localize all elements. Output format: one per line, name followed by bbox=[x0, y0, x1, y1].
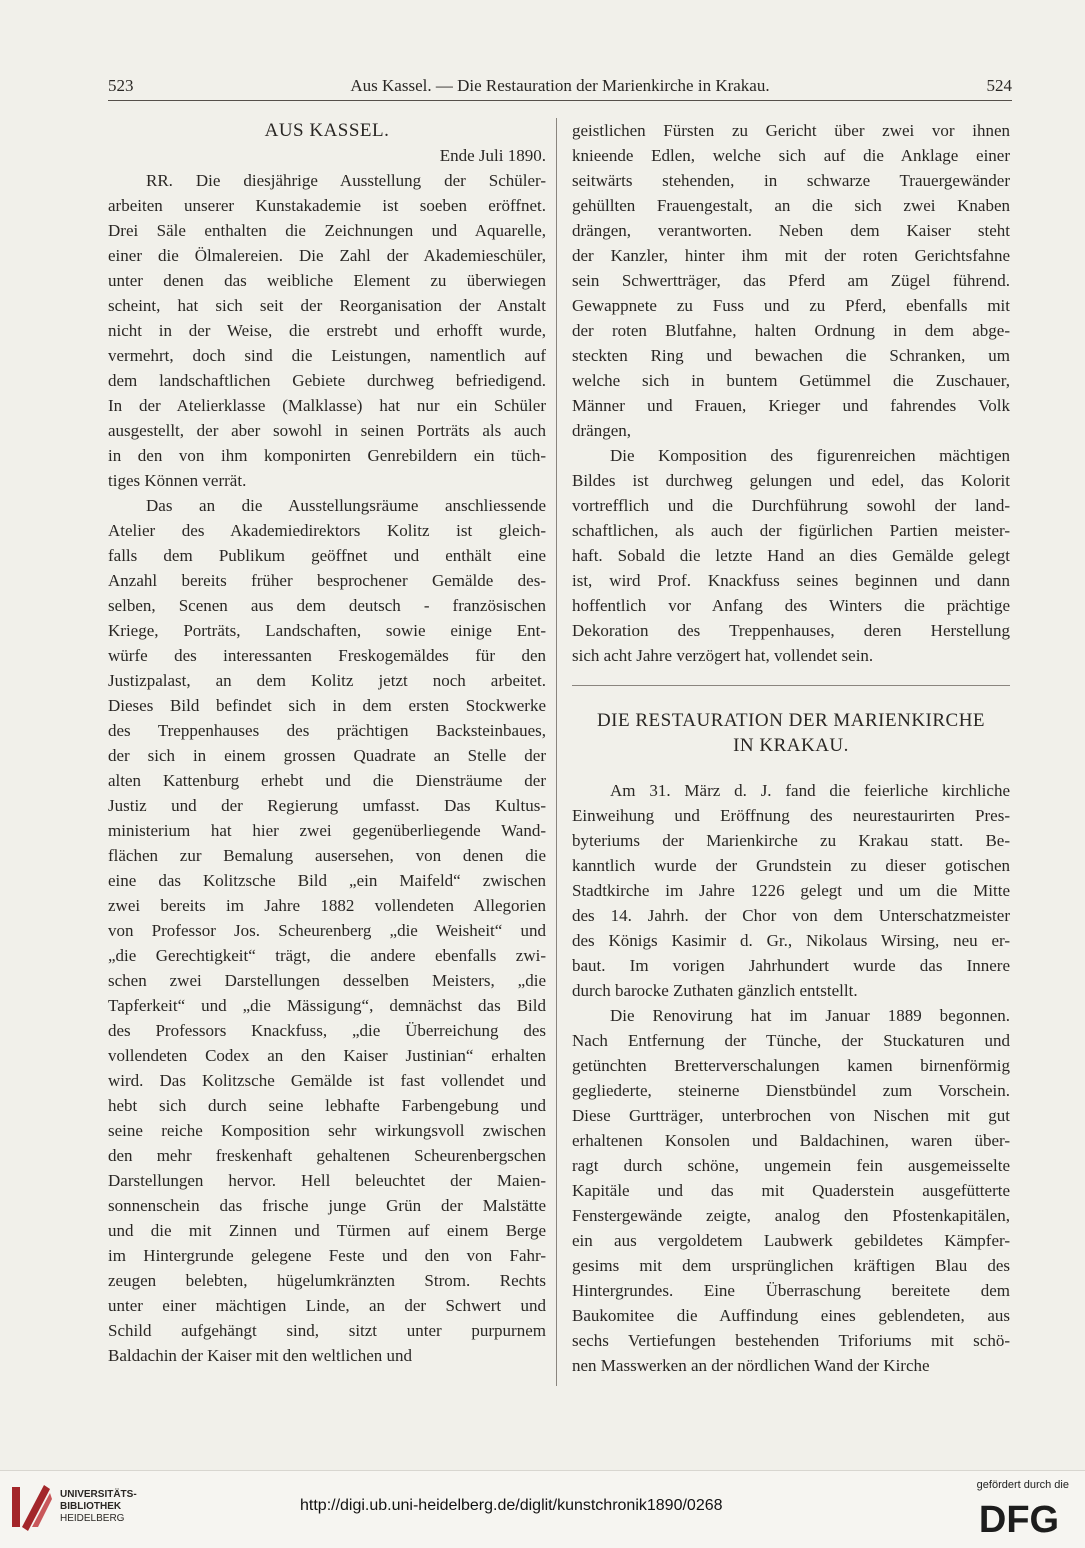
funded-by-label: gefördert durch die bbox=[976, 1479, 1069, 1491]
text-line: schaftlichen, als auch der figürlichen Partien meister- bbox=[572, 521, 1010, 540]
text-line: „die Gerechtigkeit“ trägt, die andere ebenfalls zwi- bbox=[108, 946, 546, 965]
text-line: drängen, bbox=[572, 421, 632, 440]
text-line: Fenstergewände zeigte, analog den Pfostenkapitälen, bbox=[572, 1206, 1010, 1225]
text-line: Baukomitee die Auffindung eines geblendeten, aus bbox=[572, 1306, 1010, 1325]
text-line: RR. Die diesjährige Ausstellung der Schüler- bbox=[146, 171, 546, 190]
text-line: baut. Im vorigen Jahrhundert wurde das Innere bbox=[572, 956, 1010, 975]
text-line: falls dem Publikum geöffnet und enthält eine bbox=[108, 546, 546, 565]
text-line: des Treppenhauses des prächtigen Backsteinbaues, bbox=[108, 721, 546, 740]
university-library-logo-icon bbox=[10, 1481, 54, 1531]
text-line: sein Schwertträger, das Pferd am Zügel führend. bbox=[572, 271, 1010, 290]
text-line: gehüllten Frauengestalt, an die sich zwei Knaben bbox=[572, 196, 1010, 215]
text-line: Dieses Bild befindet sich in dem ersten Stockwerke bbox=[108, 696, 546, 715]
text-line: zeugen belebten, hügelumkränzten Strom. Rechts bbox=[108, 1271, 546, 1290]
right-column bbox=[572, 118, 1010, 1378]
text-line: Dekoration des Treppenhauses, deren Herstellung bbox=[572, 621, 1010, 640]
page-number-right: 524 bbox=[986, 76, 1012, 95]
article-title-krakau-line1: DIE RESTAURATION DER MARIENKIRCHE bbox=[596, 710, 986, 731]
text-line: tiges Können verrät. bbox=[108, 471, 247, 490]
text-line: einer die Ölmalereien. Die Zahl der Akademieschüler, bbox=[108, 246, 546, 265]
text-line: Justizpalast, an dem Kolitz jetzt noch arbeitet. bbox=[108, 671, 546, 690]
text-line: Bildes ist durchweg gelungen und edel, das Kolorit bbox=[572, 471, 1010, 490]
text-line: Darstellungen hervor. Hell beleuchtet der Maien- bbox=[108, 1171, 546, 1190]
text-line: zwei bereits im Jahre 1882 vollendeten Allegorien bbox=[108, 896, 546, 915]
permalink-url[interactable]: http://digi.ub.uni-heidelberg.de/diglit/kunstchronik1890/0268 bbox=[300, 1497, 723, 1514]
text-line: hebt sich durch seine lebhafte Farbengebung und bbox=[108, 1096, 546, 1115]
text-line: kanntlich wurde der Grundstein zu dieser gotischen bbox=[572, 856, 1010, 875]
text-line: flächen zur Bemalung ausersehen, von denen die bbox=[108, 846, 546, 865]
text-line: ausgestellt, der aber sowohl in seinen Porträts als auch bbox=[108, 421, 546, 440]
library-name bbox=[60, 1489, 137, 1525]
text-line: getünchten Bretterverschalungen kamen birnenförmig bbox=[572, 1056, 1010, 1075]
text-line: drängen, verantworten. Neben dem Kaiser steht bbox=[572, 221, 1010, 240]
text-line: Diese Gurtträger, unterbrochen von Nischen mit gut bbox=[572, 1106, 1010, 1125]
text-line: nicht in der Weise, die erstrebt und erhofft wurde, bbox=[108, 321, 546, 340]
text-line: Einweihung und Eröffnung des neurestaurirten Pres- bbox=[572, 806, 1010, 825]
text-line: Drei Säle enthalten die Zeichnungen und Aquarelle, bbox=[108, 221, 546, 240]
text-line: welche sich in buntem Getümmel die Zuschauer, bbox=[572, 371, 1010, 390]
text-line: ein aus vergoldetem Laubwerk gebildetes Kämpfer- bbox=[572, 1231, 1010, 1250]
dfg-logo-text: DFG bbox=[978, 1499, 1060, 1537]
left-column-body bbox=[108, 168, 546, 1368]
text-line: Tapferkeit“ und „die Mässigung“, demnächst das Bild bbox=[108, 996, 546, 1015]
text-line: unter denen das weibliche Element zu überwiegen bbox=[108, 271, 546, 290]
text-line: vermehrt, doch sind die Leistungen, namentlich auf bbox=[108, 346, 546, 365]
text-line: Justiz und der Regierung umfasst. Das Kultus- bbox=[108, 796, 546, 815]
text-line: eine das Kolitzsche Bild „ein Maifeld“ zwischen bbox=[108, 871, 546, 890]
text-line: Anzahl bereits früher besprochener Gemälde des- bbox=[108, 571, 546, 590]
text-line: nen Masswerken an der nördlichen Wand der Kirche bbox=[572, 1356, 930, 1375]
text-line: des Königs Kasimir d. Gr., Nikolaus Wirsing, neu er- bbox=[572, 931, 1010, 950]
text-line: gesims mit dem ursprünglichen kräftigen Blau des bbox=[572, 1256, 1010, 1275]
library-name-line3: HEIDELBERG bbox=[60, 1513, 125, 1524]
text-line: ist, wird Prof. Knackfuss seines beginnen und dann bbox=[572, 571, 1010, 590]
text-line: sonnenschein das frische junge Grün der Malstätte bbox=[108, 1196, 546, 1215]
right-column-body-continued bbox=[572, 118, 1010, 668]
text-line: haft. Sobald die letzte Hand an dies Gemälde gelegt bbox=[572, 546, 1010, 565]
text-line: arbeiten unserer Kunstakademie ist soeben eröffnet. bbox=[108, 196, 546, 215]
text-line: im Hintergrunde gelegene Feste und den von Fahr- bbox=[108, 1246, 546, 1265]
section-separator bbox=[572, 685, 1010, 686]
text-line: den mehr freskenhaft gehaltenen Scheurenbergschen bbox=[108, 1146, 546, 1165]
running-title: Aus Kassel. — Die Restauration der Marienkirche in Krakau. bbox=[350, 76, 770, 95]
text-line: Am 31. März d. J. fand die feierliche kirchliche bbox=[610, 781, 1010, 800]
text-line: erhaltenen Konsolen und Baldachinen, waren über- bbox=[572, 1131, 1010, 1150]
text-line: der sich in einem grossen Quadrate an Stelle der bbox=[108, 746, 546, 765]
text-line: scheint, hat sich seit der Reorganisation der Anstalt bbox=[108, 296, 546, 315]
text-line: ragt durch schöne, ungemein fein ausgemeisselte bbox=[572, 1156, 1010, 1175]
text-line: vortrefflich und die Durchführung sowohl der land- bbox=[572, 496, 1010, 515]
page-number-left: 523 bbox=[108, 76, 134, 95]
text-line: Schild aufgehängt sind, sitzt unter purpurnem bbox=[108, 1321, 546, 1340]
text-line: Baldachin der Kaiser mit den weltlichen und bbox=[108, 1346, 413, 1365]
text-line: des 14. Jahrh. der Chor von dem Unterschatzmeister bbox=[572, 906, 1010, 925]
dateline: Ende Juli 1890. bbox=[439, 146, 546, 165]
text-line: Nach Entfernung der Tünche, der Stuckaturen und bbox=[572, 1031, 1010, 1050]
text-line: Kapitäle und das mit Quaderstein ausgefütterte bbox=[572, 1181, 1010, 1200]
text-line: Das an die Ausstellungsräume anschliessende bbox=[146, 496, 546, 515]
text-line: Atelier des Akademiedirektors Kolitz ist gleich- bbox=[108, 521, 546, 540]
footer-bar bbox=[0, 1470, 1085, 1548]
text-line: seitwärts stehenden, in schwarze Trauergewänder bbox=[572, 171, 1010, 190]
text-line: und die mit Zinnen und Türmen auf einem Berge bbox=[108, 1221, 546, 1240]
article-title-krakau-line2: IN KRAKAU. bbox=[733, 735, 849, 756]
text-line: Die Komposition des figurenreichen mächtigen bbox=[610, 446, 1010, 465]
text-line: Hintergrundes. Eine Überraschung bereitete dem bbox=[572, 1281, 1010, 1300]
dfg-logo-icon bbox=[969, 1499, 1069, 1537]
text-line: In der Atelierklasse (Malklasse) hat nur ein Schüler bbox=[108, 396, 546, 415]
header-rule bbox=[108, 100, 1012, 101]
text-line: sich acht Jahre verzögert hat, vollendet sein. bbox=[572, 646, 874, 665]
text-line: Stadtkirche im Jahre 1226 gelegt und um die Mitte bbox=[572, 881, 1010, 900]
text-line: Männer und Frauen, Krieger und fahrendes Volk bbox=[572, 396, 1010, 415]
text-line: Gewappnete zu Fuss und zu Pferd, ebenfalls mit bbox=[572, 296, 1010, 315]
text-line: gegliederte, steinerne Dienstbündel zum Vorschein. bbox=[572, 1081, 1010, 1100]
text-line: dem landschaftlichen Gebiete durchweg befriedigend. bbox=[108, 371, 546, 390]
text-line: geistlichen Fürsten zu Gericht über zwei vor ihnen bbox=[572, 121, 1010, 140]
text-line: schen zwei Darstellungen desselben Meisters, „die bbox=[108, 971, 546, 990]
text-line: würfe des interessanten Freskogemäldes für den bbox=[108, 646, 546, 665]
text-line: seine reiche Komposition sehr wirkungsvoll zwischen bbox=[108, 1121, 546, 1140]
text-line: durch barocke Zuthaten gänzlich entstellt. bbox=[572, 981, 858, 1000]
text-line: steckten Ring und bewachen die Schranken, um bbox=[572, 346, 1010, 365]
text-line: vollendeten Codex an den Kaiser Justinian“ erhalten bbox=[108, 1046, 546, 1065]
right-column-body-krakau bbox=[572, 778, 1010, 1378]
library-name-line1: UNIVERSITÄTS- bbox=[60, 1489, 137, 1500]
text-line: Kriege, Porträts, Landschaften, sowie einige Ent- bbox=[108, 621, 546, 640]
text-line: von Professor Jos. Scheurenberg „die Weisheit“ und bbox=[108, 921, 546, 940]
text-line: in den von ihm komponirten Genrebildern ein tüch- bbox=[108, 446, 546, 465]
text-line: byteriums der Marienkirche zu Krakau statt. Be- bbox=[572, 831, 1010, 850]
text-line: der roten Blutfahne, halten Ordnung in dem abge- bbox=[572, 321, 1010, 340]
text-line: der Kanzler, hinter ihm mit der roten Gerichtsfahne bbox=[572, 246, 1010, 265]
text-line: alten Kattenburg erhebt und die Diensträume der bbox=[108, 771, 546, 790]
text-line: ministerium hat hier zwei gegenüberliegende Wand- bbox=[108, 821, 546, 840]
text-line: knieende Edlen, welche sich auf die Anklage einer bbox=[572, 146, 1010, 165]
text-line: hoffentlich vor Anfang des Winters die prächtige bbox=[572, 596, 1010, 615]
article-title-kassel: AUS KASSEL. bbox=[264, 120, 390, 141]
text-line: selben, Scenen aus dem deutsch - französischen bbox=[108, 596, 546, 615]
left-column bbox=[108, 118, 546, 1368]
text-line: sechs Vertiefungen bestehenden Triforiums mit schö- bbox=[572, 1331, 1010, 1350]
text-line: des Professors Knackfuss, „die Überreichung des bbox=[108, 1021, 546, 1040]
text-line: wird. Das Kolitzsche Gemälde ist fast vollendet und bbox=[108, 1071, 546, 1090]
text-line: Die Renovirung hat im Januar 1889 begonnen. bbox=[610, 1006, 1010, 1025]
text-line: unter einer mächtigen Linde, an der Schwert und bbox=[108, 1296, 546, 1315]
column-divider bbox=[556, 118, 557, 1386]
page-header bbox=[108, 72, 1012, 100]
library-name-line2: BIBLIOTHEK bbox=[60, 1501, 122, 1512]
